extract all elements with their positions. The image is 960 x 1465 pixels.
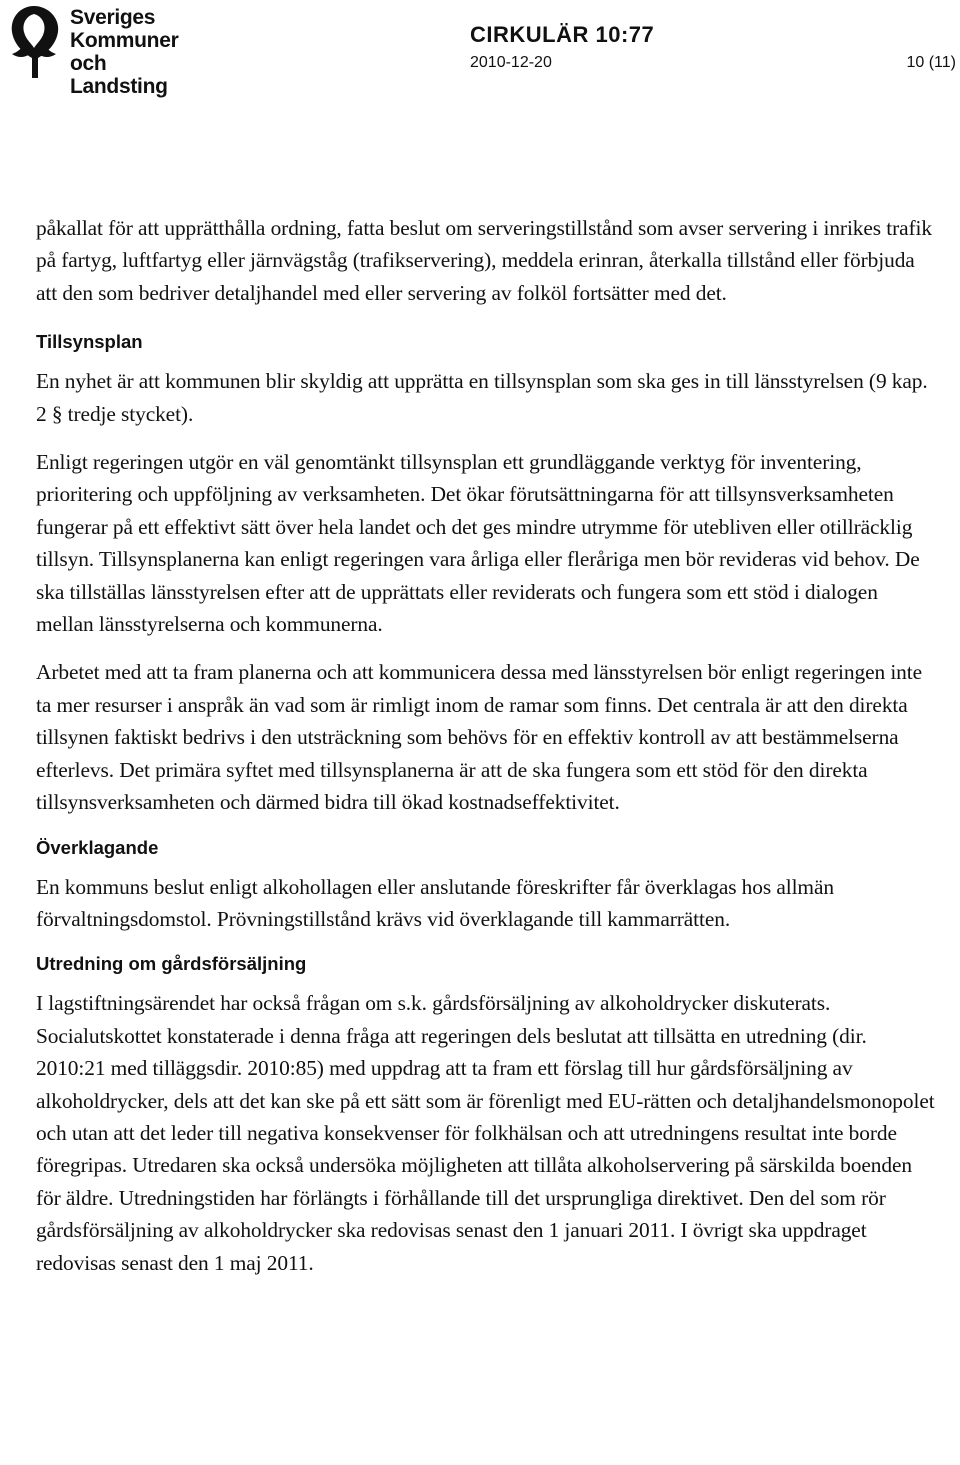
document-body xyxy=(36,212,940,1295)
organization-logo xyxy=(0,0,200,98)
document-title: CIRKULÄR 10:77 xyxy=(470,22,655,47)
heading-overklagande: Överklagande xyxy=(36,836,159,858)
paragraph-overklagande: En kommuns beslut enligt alkohollagen eller anslutande föreskrifter får överklagas hos allmän förvaltningsdomstol. Prövningstillstånd krävs vid överklagande till kammarrätten. xyxy=(36,874,834,931)
heading-utredning: Utredning om gårdsförsäljning xyxy=(36,953,307,975)
logo-line-1: Sveriges xyxy=(70,6,156,29)
paragraph-continuation: påkallat för att upprätthålla ordning, fatta beslut om serveringstillstånd som avser servering i inrikes trafik på fartyg, luftfartyg eller järnvägståg (trafikservering), meddela erinran, återkalla tillstånd eller förbjuda att den som bedriver detaljhandel med eller servering av folköl fortsätter med det. xyxy=(36,216,932,305)
paragraph-tillsynsplan-regeringen: Enligt regeringen utgör en väl genomtänkt tillsynsplan ett grundläggande verktyg för inventering, prioritering och uppföljning av verksamheten. Det ökar förutsättningarna för att tillsynsverksamheten fungerar på ett effektivt sätt över hela landet och det ges mindre utrymme för utebliven eller otillräcklig tillsyn. Tillsynsplanerna kan enligt regeringen vara årliga eller fleråriga men bör revideras vid behov. De ska tillställas länsstyrelsen efter att de upprättats eller reviderats och fungera som ett stöd i dialogen mellan länsstyrelserna och kommunerna. xyxy=(36,450,920,637)
logo-emblem-icon xyxy=(2,2,66,80)
logo-line-2: Kommuner xyxy=(70,29,179,52)
page-number: 10 (11) xyxy=(906,54,956,71)
paragraph-tillsynsplan-intro: En nyhet är att kommunen blir skyldig att upprätta en tillsynsplan som ska ges in till länsstyrelsen (9 kap. 2 § tredje stycket). xyxy=(36,369,928,426)
heading-tillsynsplan: Tillsynsplan xyxy=(36,331,143,353)
logo-line-3: och Landsting xyxy=(70,52,168,98)
paragraph-tillsynsplan-arbetet: Arbetet med att ta fram planerna och att kommunicera dessa med länsstyrelsen bör enligt regeringen inte ta mer resurser i anspråk än vad som är rimligt inom de ramar som finns. Det centrala är att den direkta tillsynen faktiskt bedrivs i den utsträckning som behövs för en effektiv kontroll av att bestämmelserna efterlevs. Det primära syftet med tillsynsplanerna är att de ska fungera som ett stöd för den direkta tillsynsverksamheten och därmed bidra till ökad kostnadseffektivitet. xyxy=(36,660,922,815)
paragraph-utredning: I lagstiftningsärendet har också frågan om s.k. gårdsförsäljning av alkoholdrycker diskuterats. Socialutskottet konstaterade i denna fråga att regeringen dels beslutat att tillsätta en utredning (dir. 2010:21 med tilläggsdir. 2010:85) med uppdrag att ta fram ett förslag till hur gårdsförsäljning av alkoholdrycker, dels att det kan ske på ett sätt som är förenligt med EU-rätten och detaljhandelsmonopolet och utan att det leder till negativa konsekvenser för folkhälsan och att utredningens resultat inte borde föregripas. Utredaren ska också undersöka möjligheten att tillåta alkoholservering på särskilda boenden för äldre. Utredningstiden har förlängts i förhållande till det ursprungliga direktivet. Den del som rör gårdsförsäljning av alkoholdrycker ska redovisas senast den 1 januari 2011. I övrigt ska uppdraget redovisas senast den 1 maj 2011. xyxy=(36,991,935,1275)
document-date: 2010-12-20 xyxy=(470,54,552,71)
